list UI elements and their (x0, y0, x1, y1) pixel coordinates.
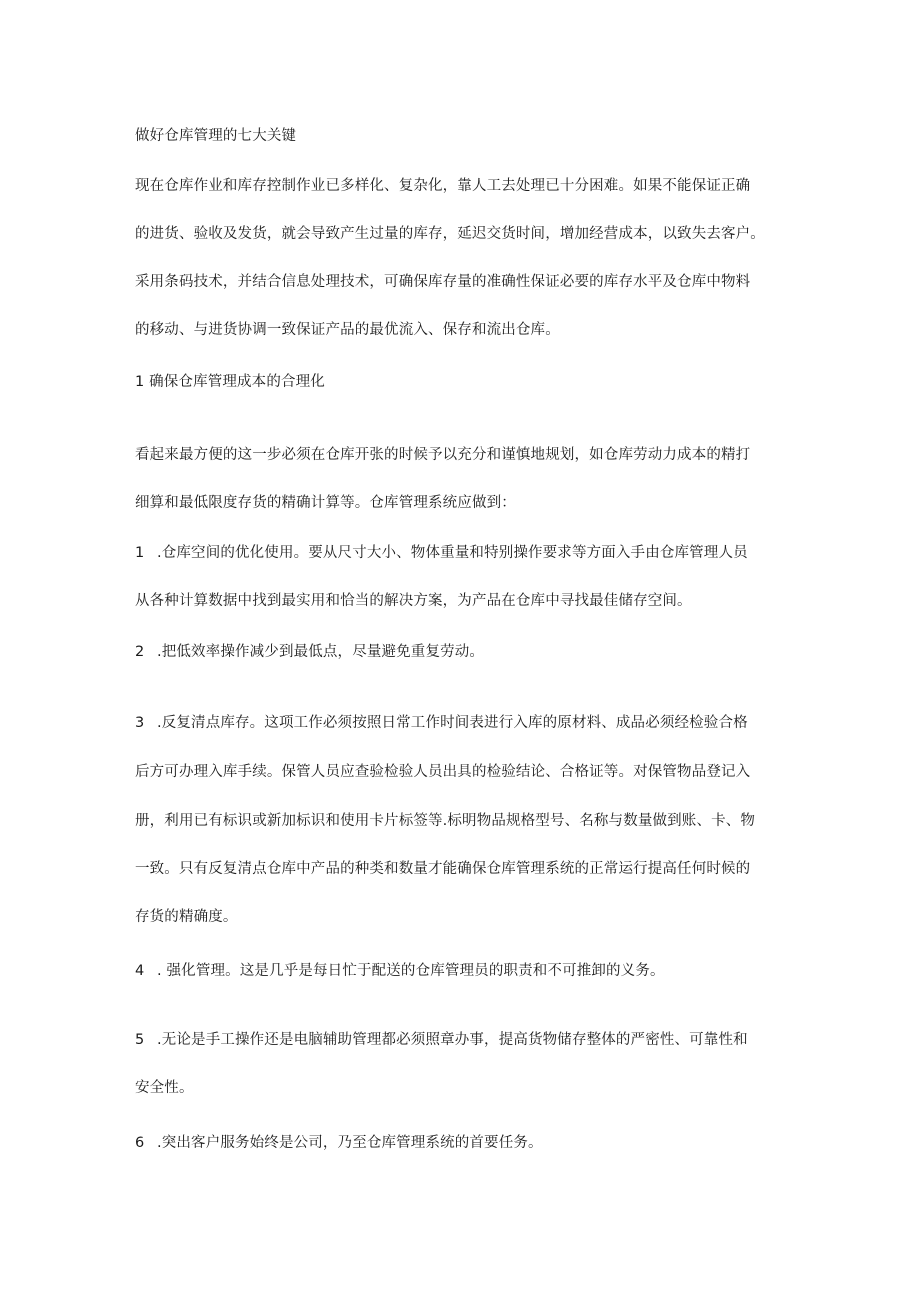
list-item-number: 3 (135, 715, 145, 731)
list-item-text: . 强化管理。这是几乎是每日忙于配送的仓库管理员的职责和不可推卸的义务。 (157, 963, 665, 979)
list-item-3-continuation-4: 存货的精确度。 (135, 909, 238, 925)
list-item-text: .无论是手工操作还是电脑辅助管理都必须照章办事，提高货物储存整体的严密性、可靠性和 (157, 1032, 748, 1048)
list-item-number: 5 (135, 1032, 145, 1048)
list-item-5-continuation: 安全性。 (135, 1080, 194, 1096)
list-item-6 (135, 1133, 543, 1153)
intro-line-2: 的进货、验收及发货，就会导致产生过量的库存，延迟交货时间，增加经营成本，以致失去客户。 (135, 226, 765, 242)
intro-line-3: 采用条码技术，并结合信息处理技术，可确保库存量的准确性保证必要的库存水平及仓库中物料 (135, 274, 751, 290)
list-item-text: .把低效率操作减少到最低点，尽量避免重复劳动。 (157, 644, 485, 660)
document-title: 做好仓库管理的七大关键 (135, 128, 297, 144)
section-body-line-1: 看起来最方便的这一步必须在仓库开张的时候予以充分和谨慎地规划，如仓库劳动力成本的精打 (135, 447, 751, 463)
intro-line-1: 现在仓库作业和库存控制作业已多样化、复杂化，靠人工去处理已十分困难。如果不能保证正确 (135, 178, 751, 194)
list-item-5 (135, 1030, 748, 1050)
list-item-text: .仓库空间的优化使用。要从尺寸大小、物体重量和特别操作要求等方面入手由仓库管理人员 (157, 545, 748, 561)
list-item-number: 1 (135, 545, 145, 561)
list-item-2 (135, 642, 484, 662)
list-item-number: 6 (135, 1135, 145, 1151)
list-item-1 (135, 543, 748, 563)
list-item-3-continuation-3: 一致。只有反复清点仓库中产品的种类和数量才能确保仓库管理系统的正常运行提高任何时候的 (135, 861, 751, 877)
list-item-3-continuation-2: 册，利用已有标识或新加标识和使用卡片标签等.标明物品规格型号、名称与数量做到账、卡、物 (135, 813, 756, 829)
list-item-text: .反复清点库存。这项工作必须按照日常工作时间表进行入库的原材料、成品必须经检验合格 (157, 715, 748, 731)
list-item-number: 2 (135, 644, 145, 660)
list-item-3 (135, 713, 748, 733)
section-heading: 1 确保仓库管理成本的合理化 (135, 374, 325, 390)
section-body-line-2: 细算和最低限度存货的精确计算等。仓库管理系统应做到： (135, 495, 516, 511)
list-item-3-continuation-1: 后方可办理入库手续。保管人员应查验检验人员出具的检验结论、合格证等。对保管物品登记入 (135, 764, 751, 780)
list-item-1-continuation: 从各种计算数据中找到最实用和恰当的解决方案，为产品在仓库中寻找最佳储存空间。 (135, 593, 692, 609)
list-item-text: .突出客户服务始终是公司，乃至仓库管理系统的首要任务。 (157, 1135, 543, 1151)
list-item-number: 4 (135, 963, 145, 979)
intro-line-4: 的移动、与进货协调一致保证产品的最优流入、保存和流出仓库。 (135, 322, 560, 338)
list-item-4 (135, 961, 665, 981)
